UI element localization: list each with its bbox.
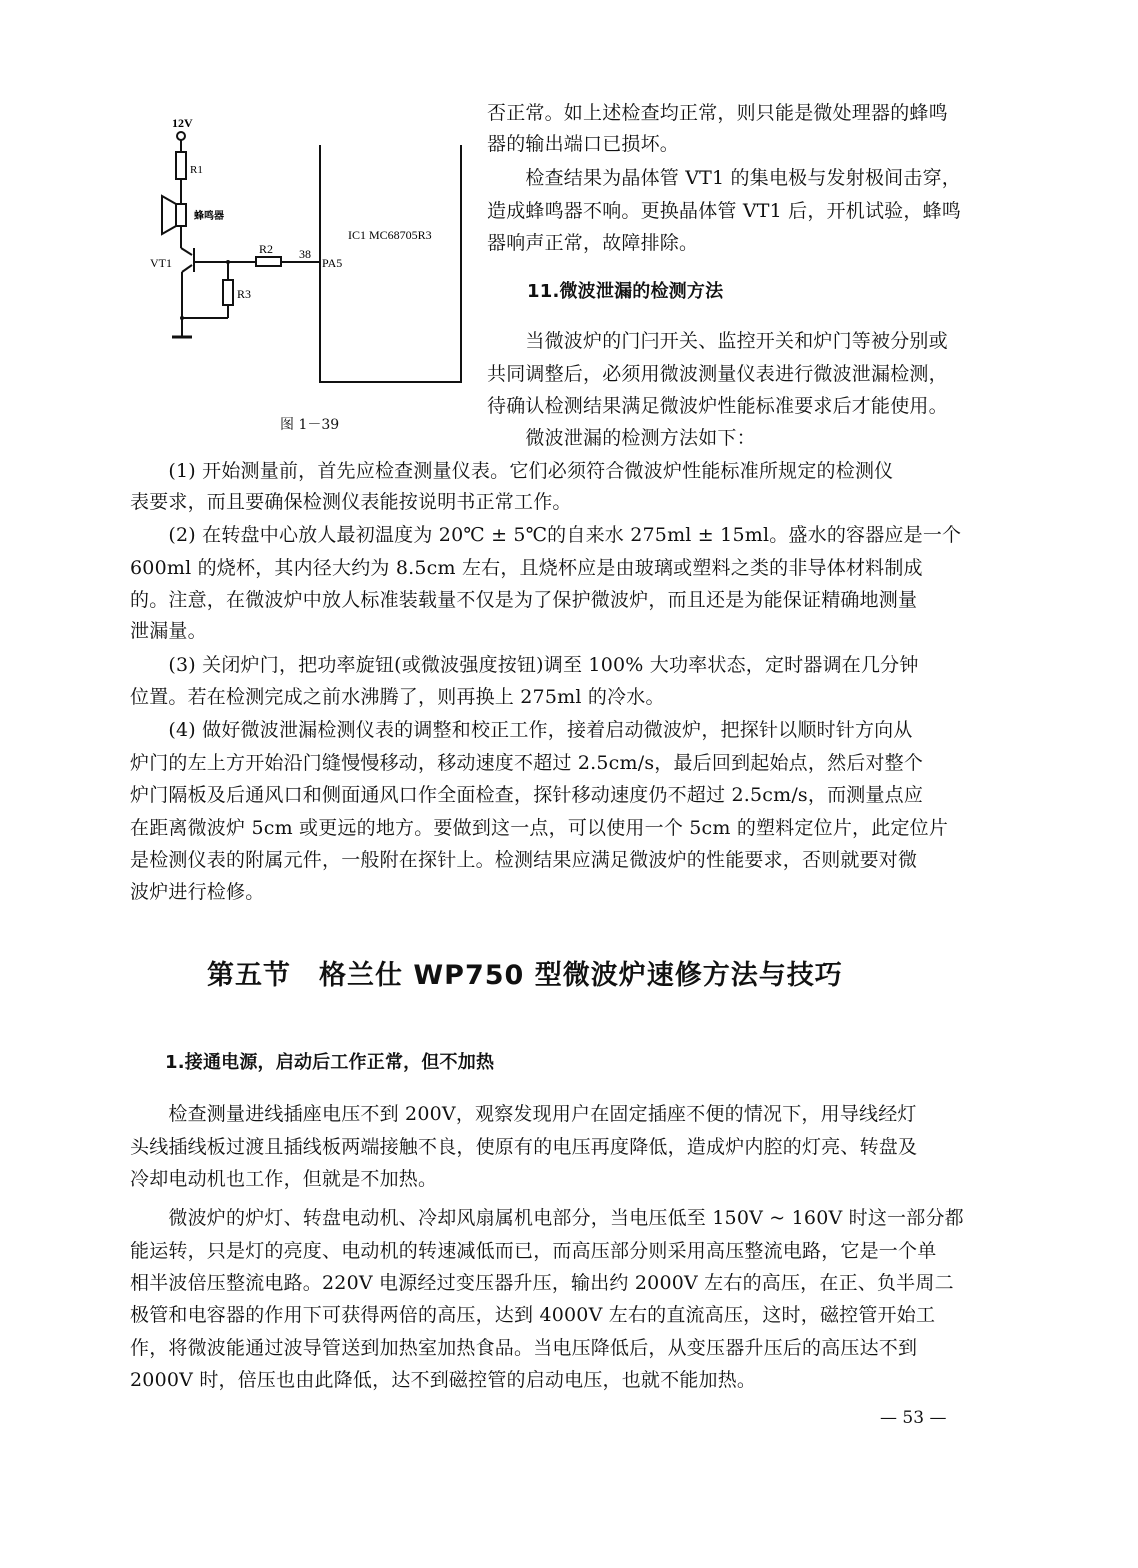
label-pin: 38 — [299, 247, 311, 261]
body-text-line: 炉门的左上方开始沿门缝慢慢移动，移动速度不超过 2.5cm/s，最后回到起始点，然后对整个 — [130, 752, 924, 774]
circuit-diagram — [150, 100, 480, 400]
body-text-line: 在距离微波炉 5cm 或更远的地方。要做到这一点，可以使用一个 5cm 的塑料定位片，此定位片 — [130, 817, 949, 839]
body-text-line: 微波炉的炉灯、转盘电动机、冷却风扇属机电部分，当电压低至 150V ~ 160V 时这一部分都 — [130, 1207, 964, 1229]
label-12v: 12V — [172, 116, 193, 130]
right-text-line: 造成蜂鸣器不响。更换晶体管 VT1 后，开机试验，蜂鸣 — [487, 200, 961, 222]
body-text-line: 冷却电动机也工作，但就是不加热。 — [130, 1168, 438, 1190]
right-text-line: 微波泄漏的检测方法如下： — [487, 427, 756, 449]
body-text-line: (1) 开始测量前，首先应检查测量仪表。它们必须符合微波炉性能标准所规定的检测仪 — [130, 460, 894, 482]
right-text-line: 当微波炉的门闩开关、监控开关和炉门等被分别或 — [487, 330, 948, 352]
body-text-line: (3) 关闭炉门，把功率旋钮(或微波强度按钮)调至 100% 大功率状态，定时器调在几分钟 — [130, 654, 919, 676]
body-text-line: 2000V 时，倍压也由此降低，达不到磁控管的启动电压，也就不能加热。 — [130, 1369, 757, 1391]
body-text-line: 位置。若在检测完成之前水沸腾了，则再换上 275ml 的冷水。 — [130, 686, 665, 708]
body-text-line: (4) 做好微波泄漏检测仪表的调整和校正工作，接着启动微波炉，把探针以顺时针方向从 — [130, 719, 913, 741]
body-text-line: 表要求，而且要确保检测仪表能按说明书正常工作。 — [130, 491, 572, 513]
right-text-line: 检查结果为晶体管 VT1 的集电极与发射极间击穿， — [487, 167, 961, 189]
body-text-line: (2) 在转盘中心放人最初温度为 20℃ ± 5℃的自来水 275ml ± 15ml。盛水的容器应是一个 — [130, 524, 962, 546]
section-heading-11: 11.微波泄漏的检测方法 — [527, 281, 724, 302]
body-text-line: 600ml 的烧杯，其内径大约为 8.5cm 左右，且烧杯应是由玻璃或塑料之类的非导体材料制成 — [130, 557, 923, 579]
resistor-r2 — [256, 257, 281, 266]
body-text-line: 相半波倍压整流电路。220V 电源经过变压器升压，输出约 2000V 左右的高压，在正、负半周二 — [130, 1272, 954, 1294]
resistor-r1 — [176, 152, 186, 179]
page-number: — 53 — — [880, 1408, 947, 1428]
right-text-line: 器响声正常，故障排除。 — [487, 232, 699, 254]
right-text-line: 待确认检测结果满足微波炉性能标准要求后才能使用。 — [487, 395, 948, 417]
buzzer-body — [176, 204, 186, 226]
body-text-line: 检查测量进线插座电压不到 200V，观察发现用户在固定插座不便的情况下，用导线经灯 — [130, 1103, 917, 1125]
label-buzzer: 蜂鸣器 — [194, 211, 224, 222]
body-text-line: 波炉进行检修。 — [130, 881, 265, 903]
subsection-title: 1.接通电源，启动后工作正常，但不加热 — [165, 1052, 495, 1073]
right-text-line: 共同调整后，必须用微波测量仪表进行微波泄漏检测， — [487, 363, 948, 385]
body-text-line: 是检测仪表的附属元件，一般附在探针上。检测结果应满足微波炉的性能要求，否则就要对微 — [130, 849, 918, 871]
label-r1: R1 — [190, 164, 203, 176]
body-text-line: 极管和电容器的作用下可获得两倍的高压，达到 4000V 左右的直流高压，这时，磁控管开始工 — [130, 1304, 936, 1326]
body-text-line: 的。注意，在微波炉中放人标准装载量不仅是为了保护微波炉，而且还是为能保证精确地测量 — [130, 589, 918, 611]
body-text-line: 作，将微波能通过波导管送到加热室加热食品。当电压降低后，从变压器升压后的高压达不到 — [130, 1337, 918, 1359]
body-text-line: 头线插线板过渡且插线板两端接触不良，使原有的电压再度降低，造成炉内腔的灯亮、转盘及 — [130, 1136, 918, 1158]
right-text-line: 器的输出端口已损坏。 — [487, 133, 680, 155]
label-r3: R3 — [237, 287, 252, 301]
label-ic: IC1 MC68705R3 — [348, 228, 432, 242]
supply-terminal — [177, 132, 185, 140]
buzzer-horn — [162, 196, 176, 234]
label-vt1: VT1 — [150, 256, 172, 270]
figure-caption: 图 1－39 — [280, 417, 340, 433]
label-port: PA5 — [322, 256, 343, 270]
body-text-line: 炉门隔板及后通风口和侧面通风口作全面检查，探针移动速度仍不超过 2.5cm/s，而测量点应 — [130, 784, 924, 806]
body-text-line: 泄漏量。 — [130, 620, 207, 642]
body-text-line: 能运转，只是灯的亮度、电动机的转速减低而已，而高压部分则采用高压整流电路，它是一个单 — [130, 1240, 937, 1262]
resistor-r3 — [223, 280, 233, 305]
section-title: 第五节 格兰仕 WP750 型微波炉速修方法与技巧 — [207, 960, 843, 991]
right-text-line: 否正常。如上述检查均正常，则只能是微处理器的蜂鸣 — [487, 102, 948, 124]
label-r2: R2 — [259, 242, 274, 256]
